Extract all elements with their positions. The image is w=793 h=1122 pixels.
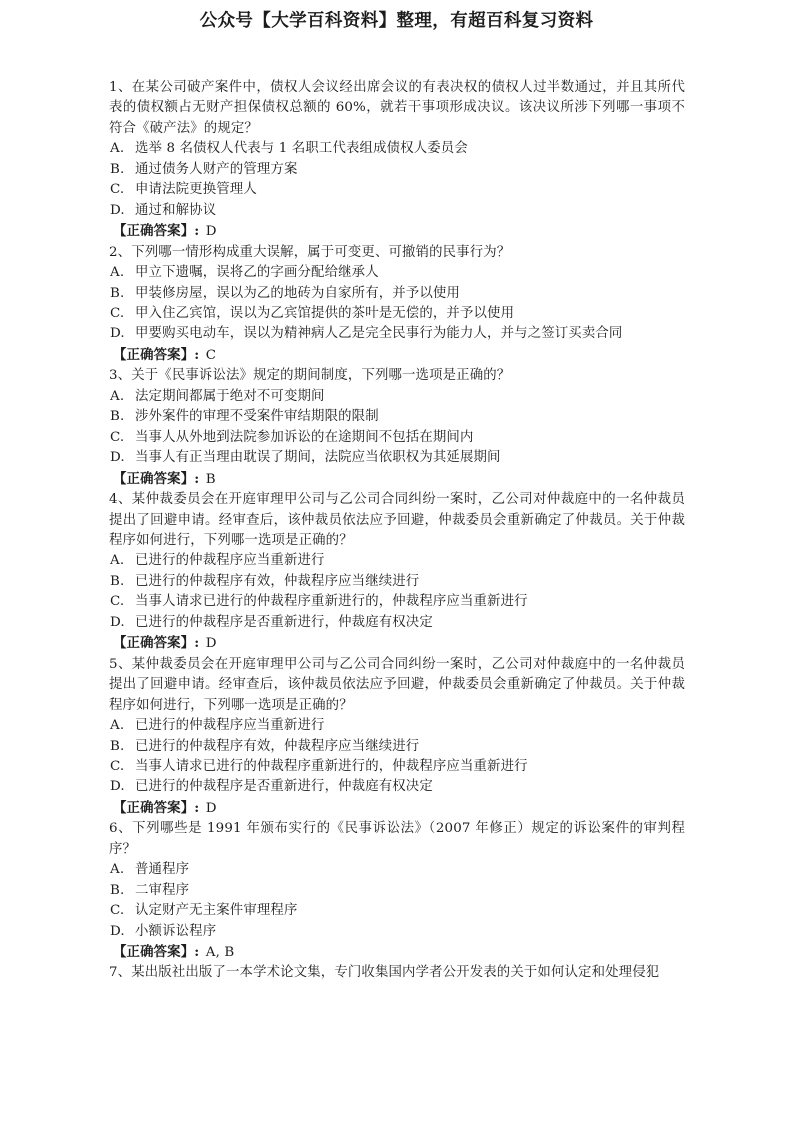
option-text: 已进行的仲裁程序是否重新进行，仲裁庭有权决定 <box>135 614 433 630</box>
option-label: D. <box>110 450 125 466</box>
option-label: C. <box>110 758 125 774</box>
option-text: 法定期间都属于绝对不可变期间 <box>135 388 325 404</box>
question-option[interactable] <box>109 572 685 592</box>
option-text: 认定财产无主案件审理程序 <box>135 903 298 919</box>
option-text: 选举 8 名债权人代表与 1 名职工代表组成债权人委员会 <box>135 141 468 157</box>
option-label: D. <box>110 923 125 939</box>
correct-answer-label: 【正确答案】: <box>113 470 200 487</box>
option-label: B. <box>110 882 125 898</box>
option-text: 通过债务人财产的管理方案 <box>135 161 298 177</box>
correct-answer-value: A, B <box>201 945 235 961</box>
correct-answer-line <box>109 633 685 654</box>
question-option[interactable] <box>109 757 685 777</box>
option-text: 甲装修房屋，误以为乙的地砖为自家所有，并予以使用 <box>135 285 460 301</box>
option-label: C. <box>110 182 125 198</box>
option-text: 已进行的仲裁程序应当重新进行 <box>135 718 325 734</box>
question-option[interactable] <box>109 613 685 633</box>
option-text: 普通程序 <box>135 862 190 878</box>
correct-answer-value: D <box>201 636 217 652</box>
option-label: B. <box>110 573 125 589</box>
correct-answer-line <box>109 798 685 819</box>
option-text: 申请法院更换管理人 <box>135 182 257 198</box>
correct-answer-line <box>109 942 685 963</box>
option-label: D. <box>110 202 125 218</box>
question-option[interactable] <box>109 551 685 571</box>
question-option[interactable] <box>109 777 685 797</box>
correct-answer-value: D <box>201 224 217 240</box>
option-text: 当事人请求已进行的仲裁程序重新进行的，仲裁程序应当重新进行 <box>135 758 528 774</box>
question-option[interactable] <box>109 428 685 448</box>
correct-answer-value: B <box>201 471 216 487</box>
option-text: 甲要购买电动车，误以为精神病人乙是完全民事行为能力人，并与之签订买卖合同 <box>135 326 623 342</box>
correct-answer-line <box>109 345 685 366</box>
question-option[interactable] <box>109 304 685 324</box>
option-label: B. <box>110 285 125 301</box>
option-text: 小额诉讼程序 <box>135 923 217 939</box>
option-label: B. <box>110 738 125 754</box>
question-option[interactable] <box>109 881 685 901</box>
question-option[interactable] <box>109 922 685 942</box>
page-header-title: 公众号【大学百科资料】整理，有超百科复习资料 <box>199 11 594 31</box>
question-block <box>109 366 685 490</box>
option-label: A. <box>110 141 125 157</box>
question-stem: 6、下列哪些是 1991 年颁布实行的《民事诉讼法》（2007 年修正）规定的诉讼案件的审判程序？ <box>109 821 685 857</box>
option-label: C. <box>110 903 125 919</box>
question-stem: 5、某仲裁委员会在开庭审理甲公司与乙公司合同纠纷一案时，乙公司对仲裁庭中的一名仲裁员提出了回避申请。经审查后，该仲裁员依法应予回避，仲裁委员会重新确定了仲裁员。关于仲裁程序如何进行，下列哪一选项是正确的？ <box>109 656 685 713</box>
option-label: B. <box>110 161 125 177</box>
question-option[interactable] <box>109 284 685 304</box>
question-option[interactable] <box>109 448 685 468</box>
correct-answer-line <box>109 469 685 490</box>
option-text: 已进行的仲裁程序有效，仲裁程序应当继续进行 <box>135 573 420 589</box>
option-text: 二审程序 <box>135 882 190 898</box>
option-label: A. <box>110 388 125 404</box>
question-option[interactable] <box>109 160 685 180</box>
correct-answer-value: D <box>201 800 217 816</box>
question-stem: 3、关于《民事诉讼法》规定的期间制度，下列哪一选项是正确的？ <box>109 368 511 384</box>
option-label: B. <box>110 409 125 425</box>
question-stem: 2、下列哪一情形构成重大误解，属于可变更、可撤销的民事行为？ <box>109 244 511 260</box>
question-option[interactable] <box>109 201 685 221</box>
option-text: 已进行的仲裁程序是否重新进行，仲裁庭有权决定 <box>135 779 433 795</box>
option-label: C. <box>110 305 125 321</box>
correct-answer-label: 【正确答案】: <box>113 944 200 961</box>
option-label: D. <box>110 779 125 795</box>
question-option[interactable] <box>109 180 685 200</box>
option-label: A. <box>110 553 125 569</box>
question-option[interactable] <box>109 716 685 736</box>
question-option[interactable] <box>109 139 685 159</box>
option-text: 甲立下遗嘱，误将乙的字画分配给继承人 <box>135 265 379 281</box>
option-text: 甲入住乙宾馆，误以为乙宾馆提供的茶叶是无偿的，并予以使用 <box>135 305 515 321</box>
question-option[interactable] <box>109 263 685 283</box>
option-label: A. <box>110 718 125 734</box>
question-block <box>109 655 685 820</box>
question-block <box>109 78 685 243</box>
option-text: 已进行的仲裁程序有效，仲裁程序应当继续进行 <box>135 738 420 754</box>
option-text: 当事人请求已进行的仲裁程序重新进行的，仲裁程序应当重新进行 <box>135 594 528 610</box>
option-label: D. <box>110 326 125 342</box>
option-text: 通过和解协议 <box>135 202 217 218</box>
question-block <box>109 490 685 655</box>
correct-answer-line <box>109 221 685 242</box>
option-label: D. <box>110 614 125 630</box>
correct-answer-label: 【正确答案】: <box>113 799 200 816</box>
option-text: 涉外案件的审理不受案件审结期限的限制 <box>135 409 379 425</box>
question-option[interactable] <box>109 387 685 407</box>
question-block <box>109 243 685 367</box>
question-stem: 1、在某公司破产案件中，债权人会议经出席会议的有表决权的债权人过半数通过，并且其所代表的债权额占无财产担保债权总额的 60%，就若干事项形成决议。该决议所涉下列哪一事项不符合《破产法》的规定？ <box>109 80 685 136</box>
correct-answer-value: C <box>201 347 217 363</box>
option-label: C. <box>110 429 125 445</box>
question-stem: 7、某出版社出版了一本学术论文集，专门收集国内学者公开发表的关于如何认定和处理侵犯 <box>109 965 660 981</box>
question-option[interactable] <box>109 901 685 921</box>
correct-answer-label: 【正确答案】: <box>113 346 200 363</box>
question-option[interactable] <box>109 592 685 612</box>
question-option[interactable] <box>109 860 685 880</box>
option-text: 当事人从外地到法院参加诉讼的在途期间不包括在期间内 <box>135 429 474 445</box>
question-block <box>109 819 685 963</box>
option-label: A. <box>110 862 125 878</box>
option-label: C. <box>110 594 125 610</box>
question-stem: 4、某仲裁委员会在开庭审理甲公司与乙公司合同纠纷一案时，乙公司对仲裁庭中的一名仲裁员提出了回避申请。经审查后，该仲裁员依法应予回避，仲裁委员会重新确定了仲裁员。关于仲裁程序如何进行，下列哪一选项是正确的？ <box>109 492 685 548</box>
option-text: 已进行的仲裁程序应当重新进行 <box>135 553 325 569</box>
question-list <box>109 78 685 984</box>
option-text: 当事人有正当理由耽误了期间，法院应当依职权为其延展期间 <box>135 450 501 466</box>
correct-answer-label: 【正确答案】: <box>113 223 200 240</box>
correct-answer-label: 【正确答案】: <box>113 635 200 652</box>
option-label: A. <box>110 265 125 281</box>
question-option[interactable] <box>109 737 685 757</box>
question-option[interactable] <box>109 324 685 344</box>
question-option[interactable] <box>109 407 685 427</box>
question-block <box>109 963 685 983</box>
